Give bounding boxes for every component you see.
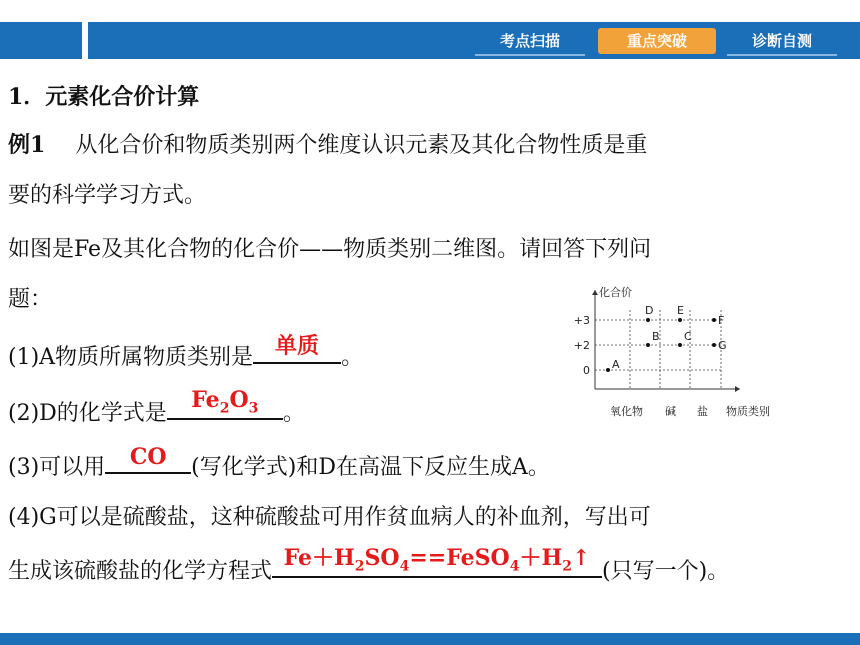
x-tick-label: 盐 [697, 405, 708, 418]
intro-line-1: 如图是Fe及其化合物的化合价——物质类别二维图。请回答下列问 [8, 237, 652, 262]
x-tick-label: 氧化物 [610, 405, 643, 418]
valence-category-chart [568, 282, 798, 422]
question-3 [8, 446, 550, 481]
data-point-d [646, 318, 650, 322]
example-label: 例1 [8, 132, 46, 158]
data-point-a [606, 368, 610, 372]
q4-blank [272, 544, 602, 578]
banner-left-block [0, 22, 82, 59]
q3-answer: CO [129, 444, 167, 470]
point-label-b: B [652, 330, 660, 343]
tab-zhongdian-tupo[interactable]: 重点突破 [598, 28, 716, 54]
q4-suffix: (只写一个)。 [602, 559, 730, 584]
question-4-line-1: (4)G可以是硫酸盐，这种硫酸盐可用作贫血病人的补血剂，写出可 [8, 505, 651, 530]
data-point-f [712, 318, 716, 322]
point-label-a: A [612, 358, 620, 371]
data-point-c [678, 343, 682, 347]
intro-line-2: 题： [8, 287, 53, 312]
q3-prefix: (3)可以用 [8, 455, 106, 480]
y-axis-label: 化合价 [599, 286, 632, 299]
question-1 [8, 333, 364, 371]
data-point-g [712, 343, 716, 347]
question-2 [8, 386, 305, 427]
q1-blank [253, 333, 341, 364]
example-text-1: 从化合价和物质类别两个维度认识元素及其化合物性质是重 [75, 133, 648, 158]
point-label-f: F [718, 314, 725, 327]
question-4-line-2 [8, 544, 730, 585]
q2-suffix: 。 [282, 401, 305, 426]
q2-answer: $Fe_2O_3$ [191, 386, 259, 416]
q3-blank [105, 446, 191, 474]
example-line-1 [8, 128, 647, 159]
point-label-g: G [718, 339, 727, 352]
point-label-d: D [645, 304, 654, 317]
y-tick-label: 0 [583, 364, 590, 377]
y-tick-label: +3 [573, 314, 590, 327]
x-axis-label: 物质类别 [726, 405, 770, 418]
q2-blank [167, 386, 283, 420]
q1-prefix: (1)A物质所属物质类别是 [8, 345, 254, 370]
q2-prefix: (2)D的化学式是 [8, 401, 167, 426]
y-axis-arrow [592, 290, 598, 295]
example-text-2: 要的科学学习方式。 [8, 183, 207, 208]
y-tick-label: +2 [573, 339, 590, 352]
q4-prefix: 生成该硫酸盐的化学方程式 [8, 559, 273, 584]
q4-answer: $Fe+H_2SO_4==FeSO_4+H_2↑$ [283, 544, 591, 574]
point-label-e: E [677, 304, 684, 317]
q1-suffix: 。 [341, 345, 364, 370]
x-tick-label: 碱 [665, 405, 676, 418]
data-point-e [678, 318, 682, 322]
data-point-b [646, 343, 650, 347]
q1-answer: 单质 [275, 333, 320, 359]
point-label-c: C [684, 330, 692, 343]
q3-suffix: (写化学式)和D在高温下反应生成A。 [191, 455, 550, 480]
tab-zhenduan-zice[interactable]: 诊断自测 [727, 28, 837, 56]
x-axis-arrow [735, 386, 740, 392]
tab-kaodian-saomiao[interactable]: 考点扫描 [475, 28, 585, 56]
bottom-banner [0, 633, 860, 645]
top-banner [0, 22, 860, 59]
section-heading: 1．元素化合价计算 [8, 84, 200, 110]
